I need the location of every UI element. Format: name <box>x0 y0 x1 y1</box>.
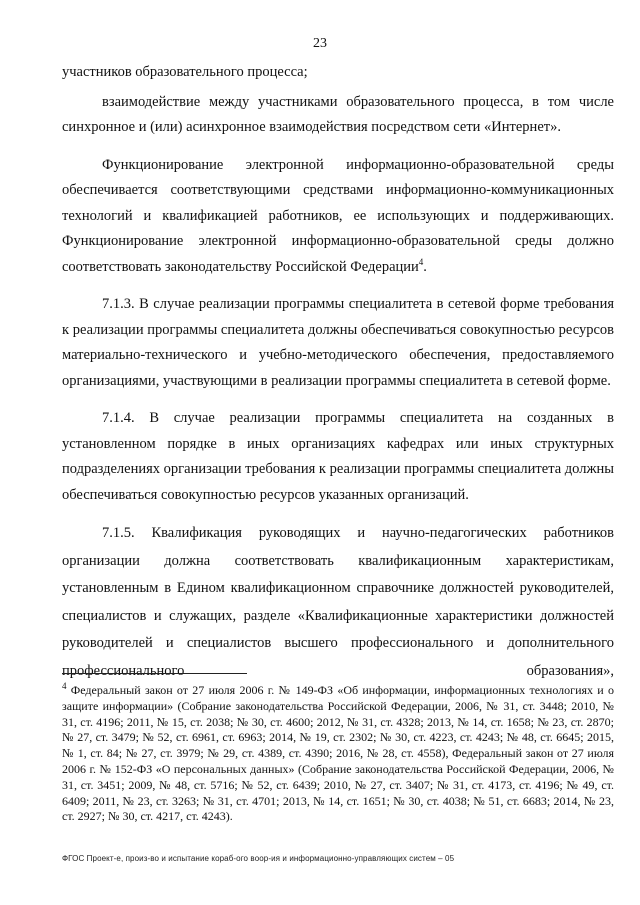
page-number: 23 <box>313 36 327 51</box>
paragraph-functioning-text: Функционирование электронной информационно-образовательной среды обеспечивается соответствующими средствами информационно-коммуникационных технологий и квалификацией работников, ее использующих и поддерживающих. Функционирование электронной информационно-образовательной среды должно соответствовать законодательству Российской Федерации <box>62 156 614 275</box>
body-text <box>62 60 614 685</box>
paragraph-functioning <box>62 153 614 281</box>
paragraph-list-end: участников образовательного процесса; <box>62 64 308 80</box>
footnote <box>62 683 614 825</box>
page-footer: ФГОС Проект-е, произ-во и испытание кораб-ого воор-ия и информационно-управляющих систем – 05 <box>62 854 455 863</box>
paragraph-7-1-5: 7.1.5. Квалификация руководящих и научно-педагогических работников организации должна соответствовать квалификационным характеристикам, установленным в Едином квалификационном справочнике должностей руководителей, специалистов и служащих, разделе «Квалификационные характеристики должностей руководителей и специалистов высшего профессионального и дополнительного профессионального образования», <box>62 525 614 679</box>
paragraph-functioning-end: . <box>423 258 427 275</box>
paragraph-interaction: взаимодействие между участниками образовательного процесса, в том числе синхронное и (или) асинхронное взаимодействия посредством сети «Интернет». <box>62 93 614 135</box>
paragraph-7-1-4: 7.1.4. В случае реализации программы специалитета на созданных в установленном порядке в иных организациях кафедрах или иных структурных подразделениях организации требования к реализации программы специалитета должны обеспечиваться совокупностью ресурсов указанных организаций. <box>62 410 614 503</box>
footnote-reference: 4 <box>418 256 424 267</box>
footnote-text: Федеральный закон от 27 июля 2006 г. № 149-ФЗ «Об информации, информационных технологиях и о защите информации» (Собрание законодательства Российской Федерации, 2006, № 31, ст. 3448; 2010, № 31, ст. 4196; 2011, № 15, ст. 2038; № 30, ст. 4600; 2012, № 31, ст. 4328; 2013, № 14, ст. 1658; № 23, ст. 2870; № 27, ст. 3479; № 52, ст. 6961, ст. 6963; 2014, № 19, ст. 2302; № 30, ст. 4223, ст. 4243; № 48, ст. 6645; 2015, № 1, ст. 84; № 27, ст. 3979; № 29, ст. 4389, ст. 4390; 2016, № 28, ст. 4558), Федеральный закон от 27 июля 2006 г. № 152-ФЗ «О персональных данных» (Собрание законодательства Российской Федерации, 2006, № 31, ст. 3451; 2009, № 48, ст. 5716; № 52, ст. 6439; 2010, № 27, ст. 3407; № 31, ст. 4173, ст. 4196; № 49, ст. 6409; 2011, № 23, ст. 3263; № 31, ст. 4701; 2013, № 14, ст. 1651; № 30, ст. 4038; № 51, ст. 6683; 2014, № 23, ст. 2927; № 30, ст. 4217, ст. 4243). <box>62 683 615 824</box>
footnote-number: 4 <box>62 681 67 691</box>
paragraph-7-1-3: 7.1.3. В случае реализации программы специалитета в сетевой форме требования к реализации программы специалитета должны обеспечиваться совокупностью ресурсов материально-технического и учебно-методического обеспечения, предоставляемого организациями, участвующими в реализации программы специалитета в сетевой форме. <box>62 296 614 389</box>
footnote-separator <box>62 673 247 674</box>
